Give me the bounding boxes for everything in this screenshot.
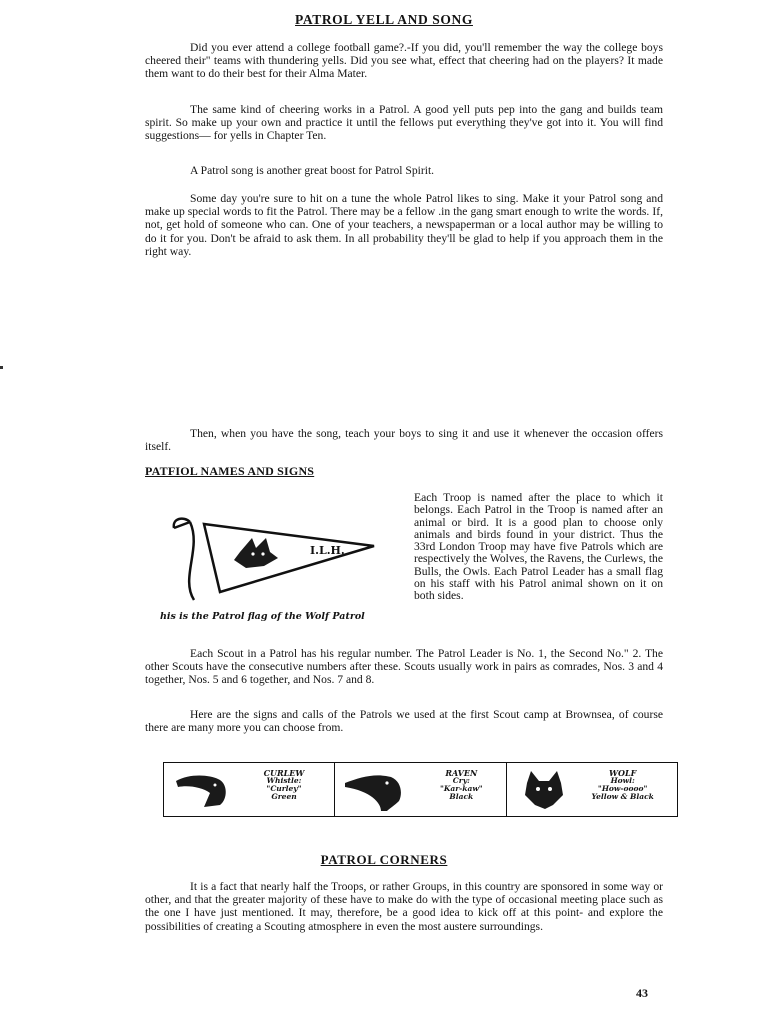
raven-colors: Black (449, 792, 474, 801)
paragraph-sponsored-groups: It is a fact that nearly half the Troops, or rather Groups, in this country are sponsored in some way or other, and that the greater majority of these have to make do with the type of occasional meeting place such as the one I have just mentioned. It may, therefore, be a good idea to kick off at this point- and explore the possibilities of creating a Scouting atmosphere in even the most austere surroundings. (145, 880, 663, 933)
patrol-sign-curlew (164, 763, 335, 816)
wolf-call: "How-oooo" (597, 784, 648, 793)
paragraph-scout-numbers: Each Scout in a Patrol has his regular number. The Patrol Leader is No. 1, the Second No." 2. The other Scouts have the consecutive numbers after these. Scouts usually work in pairs as comrades, Nos. 3 and 4 together, Nos. 5 and 6 together, and Nos. 7 and 8. (145, 647, 663, 687)
page-title: PATROL YELL AND SONG (295, 12, 473, 27)
curlew-call-type: Whistle: (266, 776, 302, 785)
flag-letters: I.L.H. (310, 544, 345, 557)
scan-mark (0, 366, 3, 369)
wolf-label (579, 769, 667, 801)
subheading-names-and-signs: PATFIOL NAMES AND SIGNS (145, 464, 315, 478)
paragraph-song-boost: A Patrol song is another great boost for Patrol Spirit. (190, 164, 435, 177)
wolf-head-icon (517, 769, 573, 811)
patrol-sign-raven (335, 763, 506, 816)
raven-name: RAVEN (445, 768, 478, 778)
curlew-call: "Curley" (266, 784, 302, 793)
paragraph-troop-names: Each Troop is named after the place to which it belongs. Each Patrol in the Troop is named after an animal or bird. It is a good plan to choose only animals and birds found in your district. Thus the 33rd London Troop may have five Patrols which are respectively the Wolves, the Ravens, the Curlews, the Bulls, the Owls. Each Patrol Leader has a small flag on his staff with his Patrol animal shown on it on both sides. (414, 491, 663, 603)
paragraph-college-game: Did you ever attend a college football game?.-If you did, you'll remember the way the college boys cheered their" teams with thundering yells. Did you see what, effect that cheering had on the players? It made them want to do their best for their Alma Mater. (145, 41, 663, 81)
paragraph-brownsea: Here are the signs and calls of the Patrols we used at the first Scout camp at Brownsea, of course there are many more you can choose from. (145, 708, 663, 735)
paragraph-patrol-song: Some day you're sure to hit on a tune the whole Patrol likes to sing. Make it your Patrol song and make up special words to fit the Patrol. There may be a fellow .in the gang smart enough to write the words. If, not, get hold of someone who can. One of your teachers, a newspaperman or a local author may be willing to do it for you. Don't be afraid to ask them. In all probability they'll be glad to help if you approach them in the right way. (145, 192, 663, 258)
curlew-head-icon (170, 769, 240, 811)
curlew-name: CURLEW (263, 768, 305, 778)
raven-head-icon (341, 769, 421, 811)
patrol-sign-wolf (507, 763, 677, 816)
raven-label (421, 769, 501, 801)
wolf-call-type: Howl: (610, 776, 635, 785)
patrol-signs-strip (163, 762, 678, 817)
paragraph-cheering: The same kind of cheering works in a Patrol. A good yell puts pep into the gang and builds team spirit. So make up your own and practice it until the fellows put everything they've got into it. You will find suggestions— for yells in Chapter Ten. (145, 103, 663, 143)
raven-call-type: Cry: (452, 776, 470, 785)
page-number: 43 (636, 986, 648, 1000)
subheading-patrol-corners: PATROL CORNERS (320, 852, 448, 867)
paragraph-teach-song: Then, when you have the song, teach your boys to sing it and use it whenever the occasion offers itself. (145, 427, 663, 454)
curlew-colors: Green (271, 792, 297, 801)
wolf-name: WOLF (609, 768, 637, 778)
raven-call: "Kar-kaw" (439, 784, 483, 793)
patrol-flag-illustration (160, 508, 405, 608)
flag-caption: his is the Patrol flag of the Wolf Patrol (160, 611, 365, 622)
curlew-label (244, 769, 324, 801)
wolf-colors: Yellow & Black (591, 792, 654, 801)
wolf-patrol-flag-drawing (160, 508, 405, 608)
